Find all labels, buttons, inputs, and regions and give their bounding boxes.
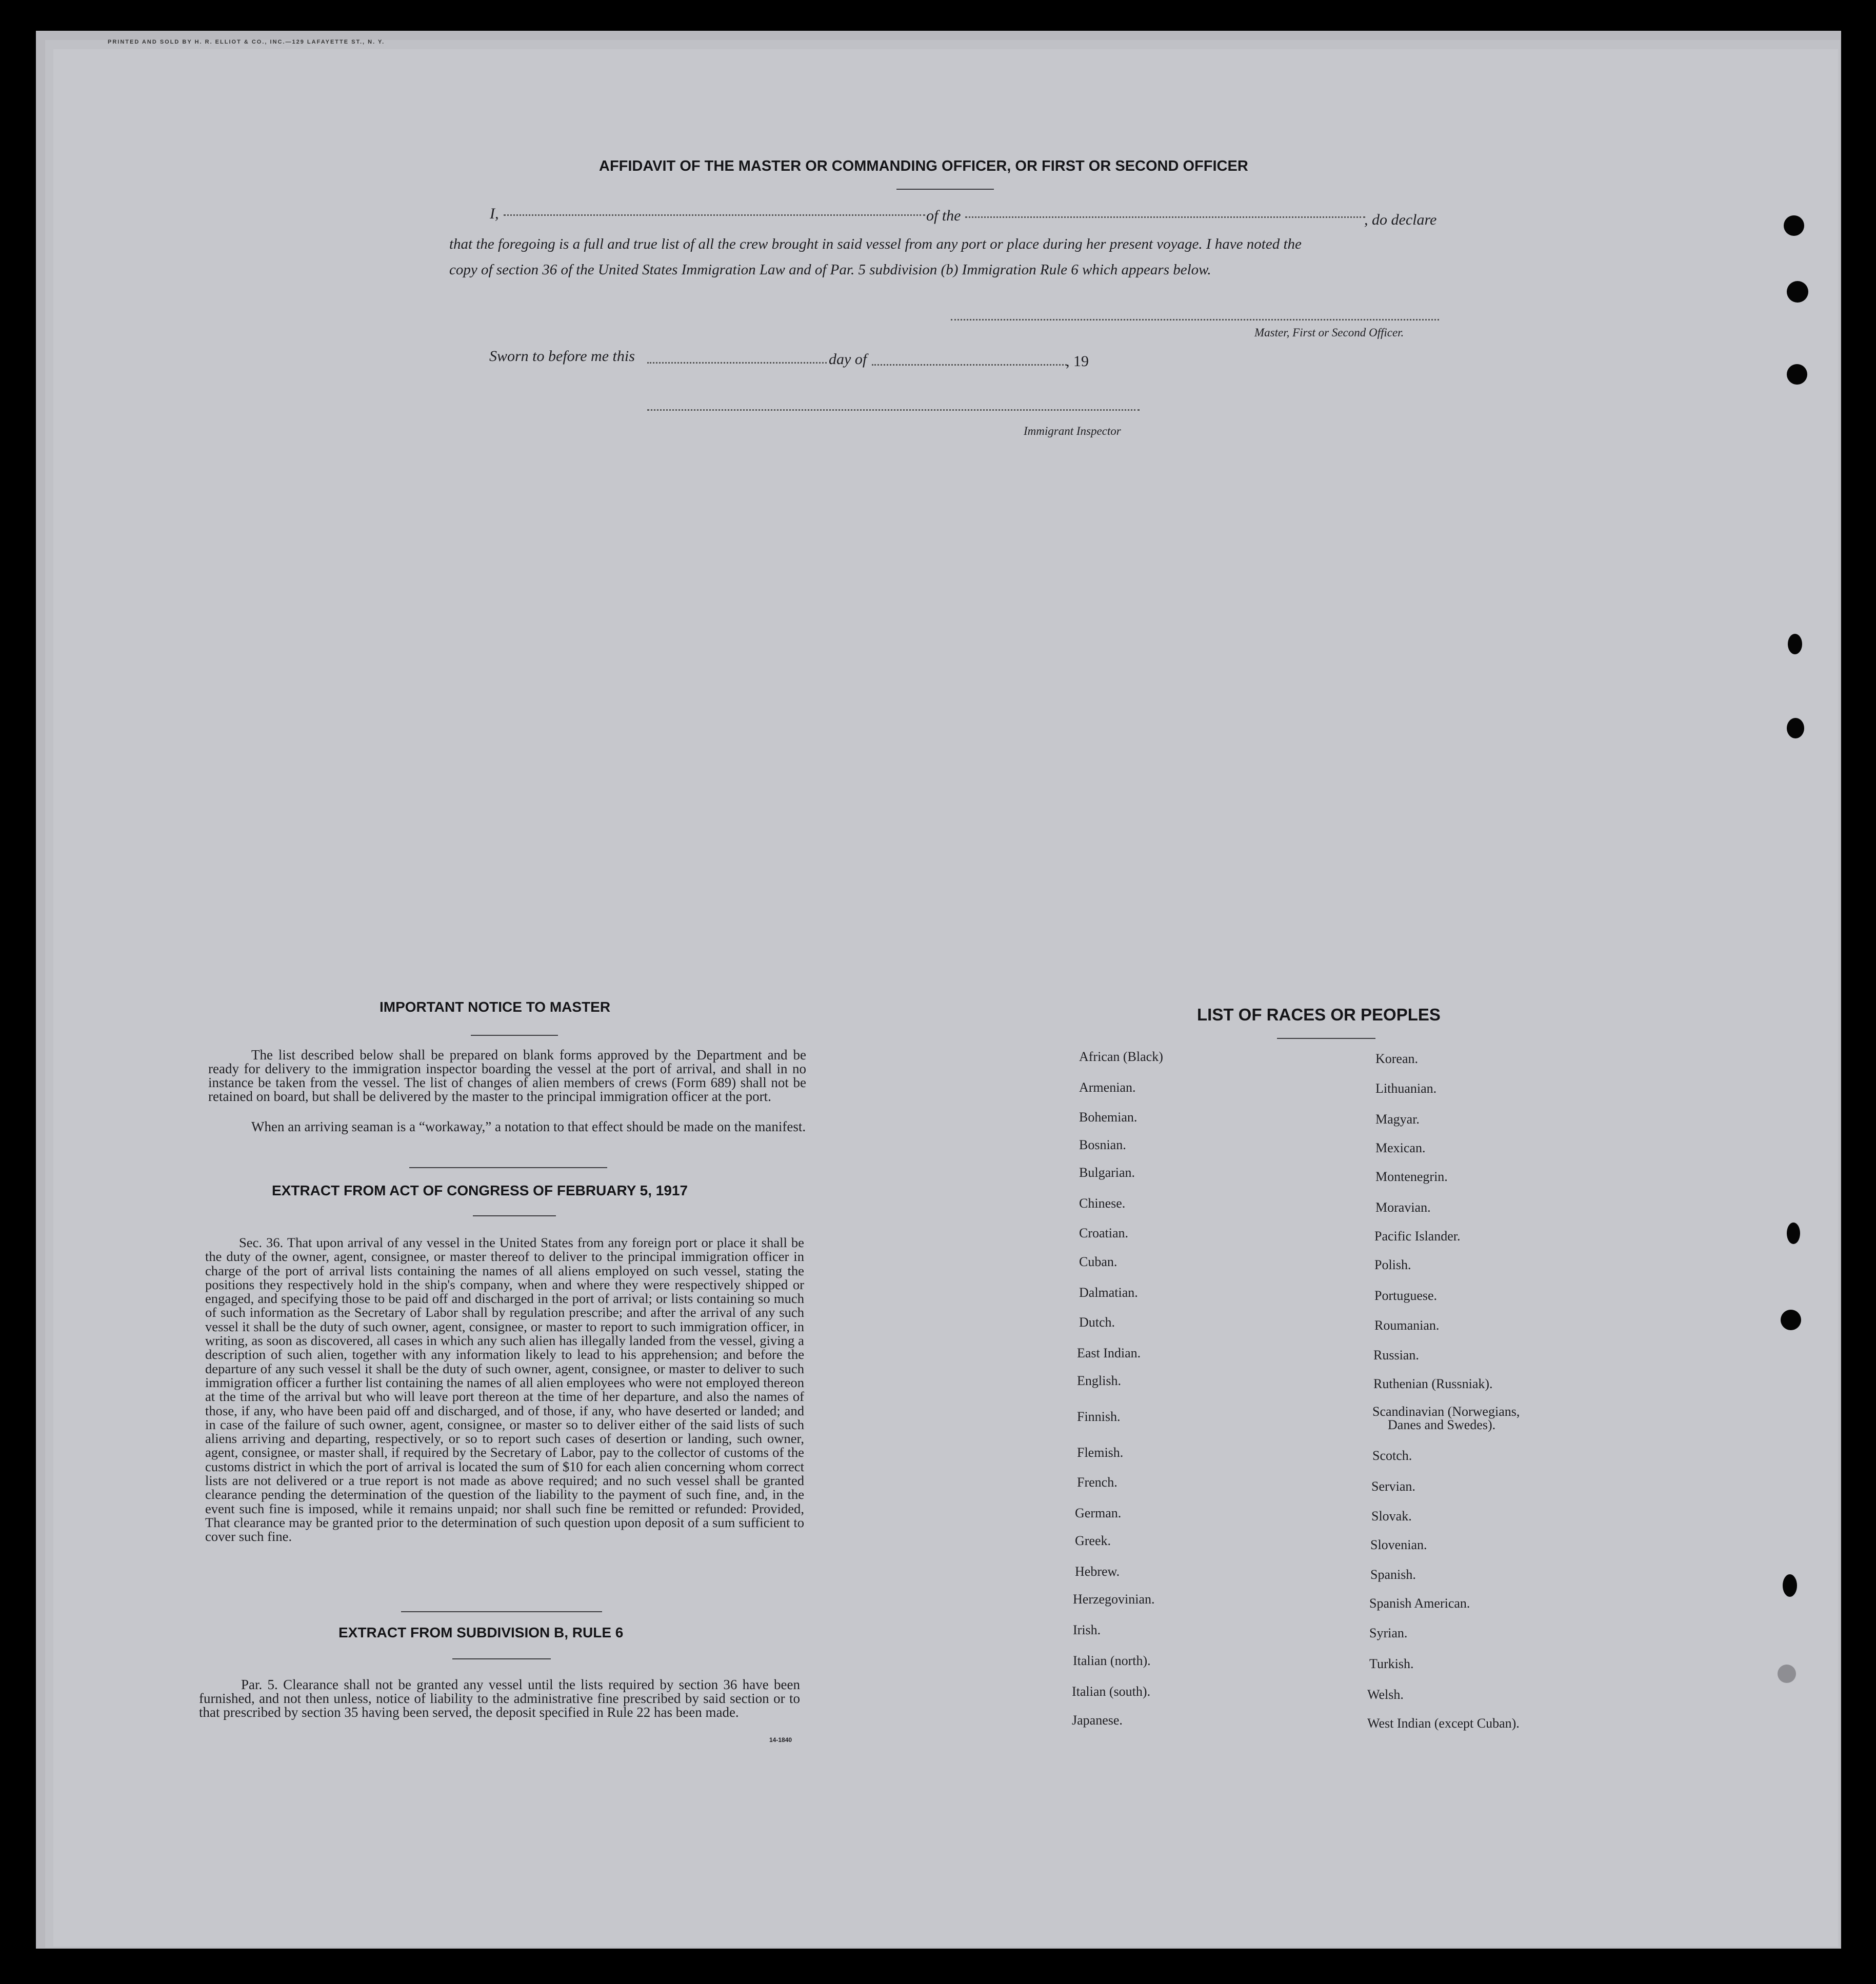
race-item: Dutch.: [1079, 1315, 1115, 1330]
race-item: Armenian.: [1079, 1080, 1136, 1095]
race-item: Croatian.: [1079, 1226, 1129, 1240]
punch-hole: [1787, 1223, 1800, 1244]
race-item: Greek.: [1075, 1533, 1111, 1548]
race-item: Portuguese.: [1374, 1288, 1438, 1303]
sworn-label: Sworn to before me this: [489, 348, 635, 365]
race-item: Chinese.: [1079, 1196, 1126, 1211]
punch-hole: [1787, 718, 1804, 738]
race-item: Polish.: [1374, 1257, 1411, 1272]
form-number: 14-1840: [769, 1736, 792, 1743]
race-item: Irish.: [1073, 1622, 1101, 1637]
punch-hole: [1788, 634, 1802, 654]
punch-hole: [1783, 1574, 1797, 1597]
races-title: LIST OF RACES OR PEOPLES: [1197, 1005, 1441, 1024]
act-extract-text: Sec. 36. That upon arrival of any vessel in the United States from any foreign port or place it shall be the duty of the owner, agent, consignee, or master thereof to deliver to the principal immigration officer in charge of the port of arrival lists containing the names of all aliens employed on such vessel, stating the positions they respectively hold in the ship's company, when and where they were respectively shipped or engaged, and specifying those to be paid off and discharged in the port of arrival; or lists containing so much of such information as the Secretary of Labor shall by regulation prescribe; and after the arrival of any such vessel it shall be the duty of such owner, agent, consignee, or master to report to such immigration officer, in writing, as soon as discovered, all cases in which any such alien has illegally landed from the vessel, giving a description of such alien, together with any information likely to lead to his apprehension; and before the departure of any such vessel it shall be the duty of such owner, agent, consignee, or master to deliver to such immigration officer a further list containing the names of all alien employees who were not employed thereon at the time of the arrival but who will leave port thereon at the time of her departure, and also the names of those, if any, who have been paid off and discharged, and of those, if any, who have deserted or landed; and in case of the failure of such owner, agent, consignee, or master so to deliver either of the said lists of such aliens arriving and departing, respectively, or so to report such cases of desertion or landing, such owner, agent, consignee, or master shall, if required by the Secretary of Labor, pay to the collector of customs of the customs district in which the port of arrival is located the sum of $10 for each alien concerning whom correct lists are not delivered or a true report is not made as above required; and no such vessel shall be granted clearance pending the determination of the question of the liability to the payment of such fine, and, in the event such fine is imposed, while it remains unpaid; nor shall such fine be remitted or refunded: Provided, That clearance may be granted prior to the determination of such question upon deposit of a sum sufficient to cover such fine.: [205, 1235, 804, 1545]
race-item: Moravian.: [1375, 1200, 1431, 1215]
rule-extract-text: Par. 5. Clearance shall not be granted any vessel until the lists required by section 36 have been furnished, and not then unless, notice of liability to the administrative fine prescribed by said section or to that prescribed by section 35 having been served, the deposit specified in Rule 22 has been made.: [199, 1677, 800, 1720]
race-item: Welsh.: [1367, 1687, 1404, 1702]
affidavit-line-1: that the foregoing is a full and true list of all the crew brought in said vessel from any port or place during her present voyage. I have noted the: [449, 236, 1302, 252]
race-item: Herzegovinian.: [1073, 1592, 1155, 1607]
affidavit-do-declare: , do declare: [1364, 211, 1437, 228]
inspector-signature-line[interactable]: [647, 409, 1140, 411]
race-item: German.: [1075, 1506, 1122, 1520]
race-item: Italian (north).: [1073, 1653, 1151, 1668]
affidavit-i: I,: [490, 205, 499, 222]
punch-hole: [1781, 1310, 1801, 1330]
affidavit-of-the: of the: [926, 207, 961, 224]
divider: [401, 1611, 602, 1612]
divider: [471, 1035, 558, 1036]
race-item: Pacific Islander.: [1374, 1229, 1461, 1244]
race-item: Spanish.: [1370, 1567, 1416, 1582]
race-item: Bulgarian.: [1079, 1165, 1135, 1180]
race-item: East Indian.: [1077, 1346, 1141, 1360]
race-item: Flemish.: [1077, 1445, 1124, 1460]
race-item: Finnish.: [1077, 1409, 1121, 1424]
divider: [1277, 1038, 1375, 1039]
race-item: Cuban.: [1079, 1254, 1117, 1269]
sworn-day-blank[interactable]: [647, 362, 827, 364]
divider: [452, 1658, 551, 1659]
act-extract-title: EXTRACT FROM ACT OF CONGRESS OF FEBRUARY 5, 1917: [272, 1183, 688, 1198]
inspector-caption: Immigrant Inspector: [1024, 425, 1121, 437]
race-item: Russian.: [1373, 1348, 1419, 1362]
race-item: Servian.: [1371, 1479, 1415, 1494]
race-item: Montenegrin.: [1375, 1169, 1448, 1184]
race-item: Bohemian.: [1079, 1110, 1137, 1125]
affidavit-line-2: copy of section 36 of the United States Immigration Law and of Par. 5 subdivision (b) Immigration Rule 6 which appears below.: [449, 262, 1211, 278]
printer-imprint: PRINTED AND SOLD BY H. R. ELLIOT & CO., INC.—129 LAFAYETTE ST., N. Y.: [108, 39, 385, 45]
master-signature-line[interactable]: [951, 319, 1439, 320]
race-item: Mexican.: [1375, 1140, 1426, 1155]
race-item: Spanish American.: [1369, 1596, 1470, 1611]
race-item: West Indian (except Cuban).: [1367, 1716, 1520, 1731]
month-blank[interactable]: [872, 364, 1067, 366]
master-signature-caption: Master, First or Second Officer.: [1254, 326, 1404, 339]
divider: [409, 1167, 607, 1168]
divider: [473, 1215, 556, 1216]
race-item: Slovenian.: [1370, 1537, 1427, 1552]
name-blank[interactable]: [504, 214, 925, 216]
notice-title: IMPORTANT NOTICE TO MASTER: [380, 999, 611, 1015]
race-item: Italian (south).: [1072, 1684, 1151, 1699]
race-item: Slovak.: [1371, 1509, 1412, 1524]
race-item: Magyar.: [1375, 1112, 1420, 1127]
race-item: Hebrew.: [1075, 1564, 1120, 1579]
notice-paragraph-1: The list described below shall be prepared on blank forms approved by the Department and be ready for delivery to the immigration inspector boarding the vessel at the port of arrival, and shall in no instance be taken from the vessel. The list of changes of alien members of crews (Form 689) shall not be retained on board, but shall be delivered by the master to the principal immigration officer at the port.: [208, 1047, 806, 1104]
notice-paragraph-2: When an arriving seaman is a “workaway,” a notation to that effect should be made on the manifest.: [251, 1119, 806, 1134]
race-item: Korean.: [1375, 1051, 1419, 1066]
race-item: Syrian.: [1369, 1626, 1408, 1640]
race-item: Ruthenian (Russniak).: [1373, 1376, 1493, 1391]
punch-hole: [1784, 215, 1804, 236]
race-item: Turkish.: [1369, 1656, 1414, 1671]
punch-hole: [1787, 281, 1808, 303]
race-item: Scandinavian (Norwegians,: [1372, 1404, 1520, 1419]
punch-hole: [1787, 364, 1807, 385]
year-label: , 19: [1066, 353, 1089, 370]
race-item: French.: [1077, 1475, 1117, 1490]
race-item: Danes and Swedes).: [1388, 1417, 1496, 1432]
race-item: Lithuanian.: [1375, 1081, 1437, 1096]
manifest-page: [53, 49, 1838, 1947]
race-item: Japanese.: [1072, 1713, 1123, 1728]
race-item: English.: [1077, 1373, 1121, 1388]
affidavit-title: AFFIDAVIT OF THE MASTER OR COMMANDING OFFICER, OR FIRST OR SECOND OFFICER: [599, 158, 1248, 174]
race-item: African (Black): [1079, 1049, 1163, 1064]
day-of-label: day of: [829, 351, 867, 368]
rule-extract-title: EXTRACT FROM SUBDIVISION B, RULE 6: [338, 1625, 624, 1640]
divider: [896, 189, 994, 190]
vessel-blank[interactable]: [965, 216, 1365, 218]
race-item: Bosnian.: [1079, 1137, 1126, 1152]
punch-hole: [1778, 1665, 1796, 1683]
race-item: Dalmatian.: [1079, 1285, 1138, 1300]
race-item: Scotch.: [1372, 1448, 1412, 1463]
race-item: Roumanian.: [1374, 1318, 1440, 1333]
